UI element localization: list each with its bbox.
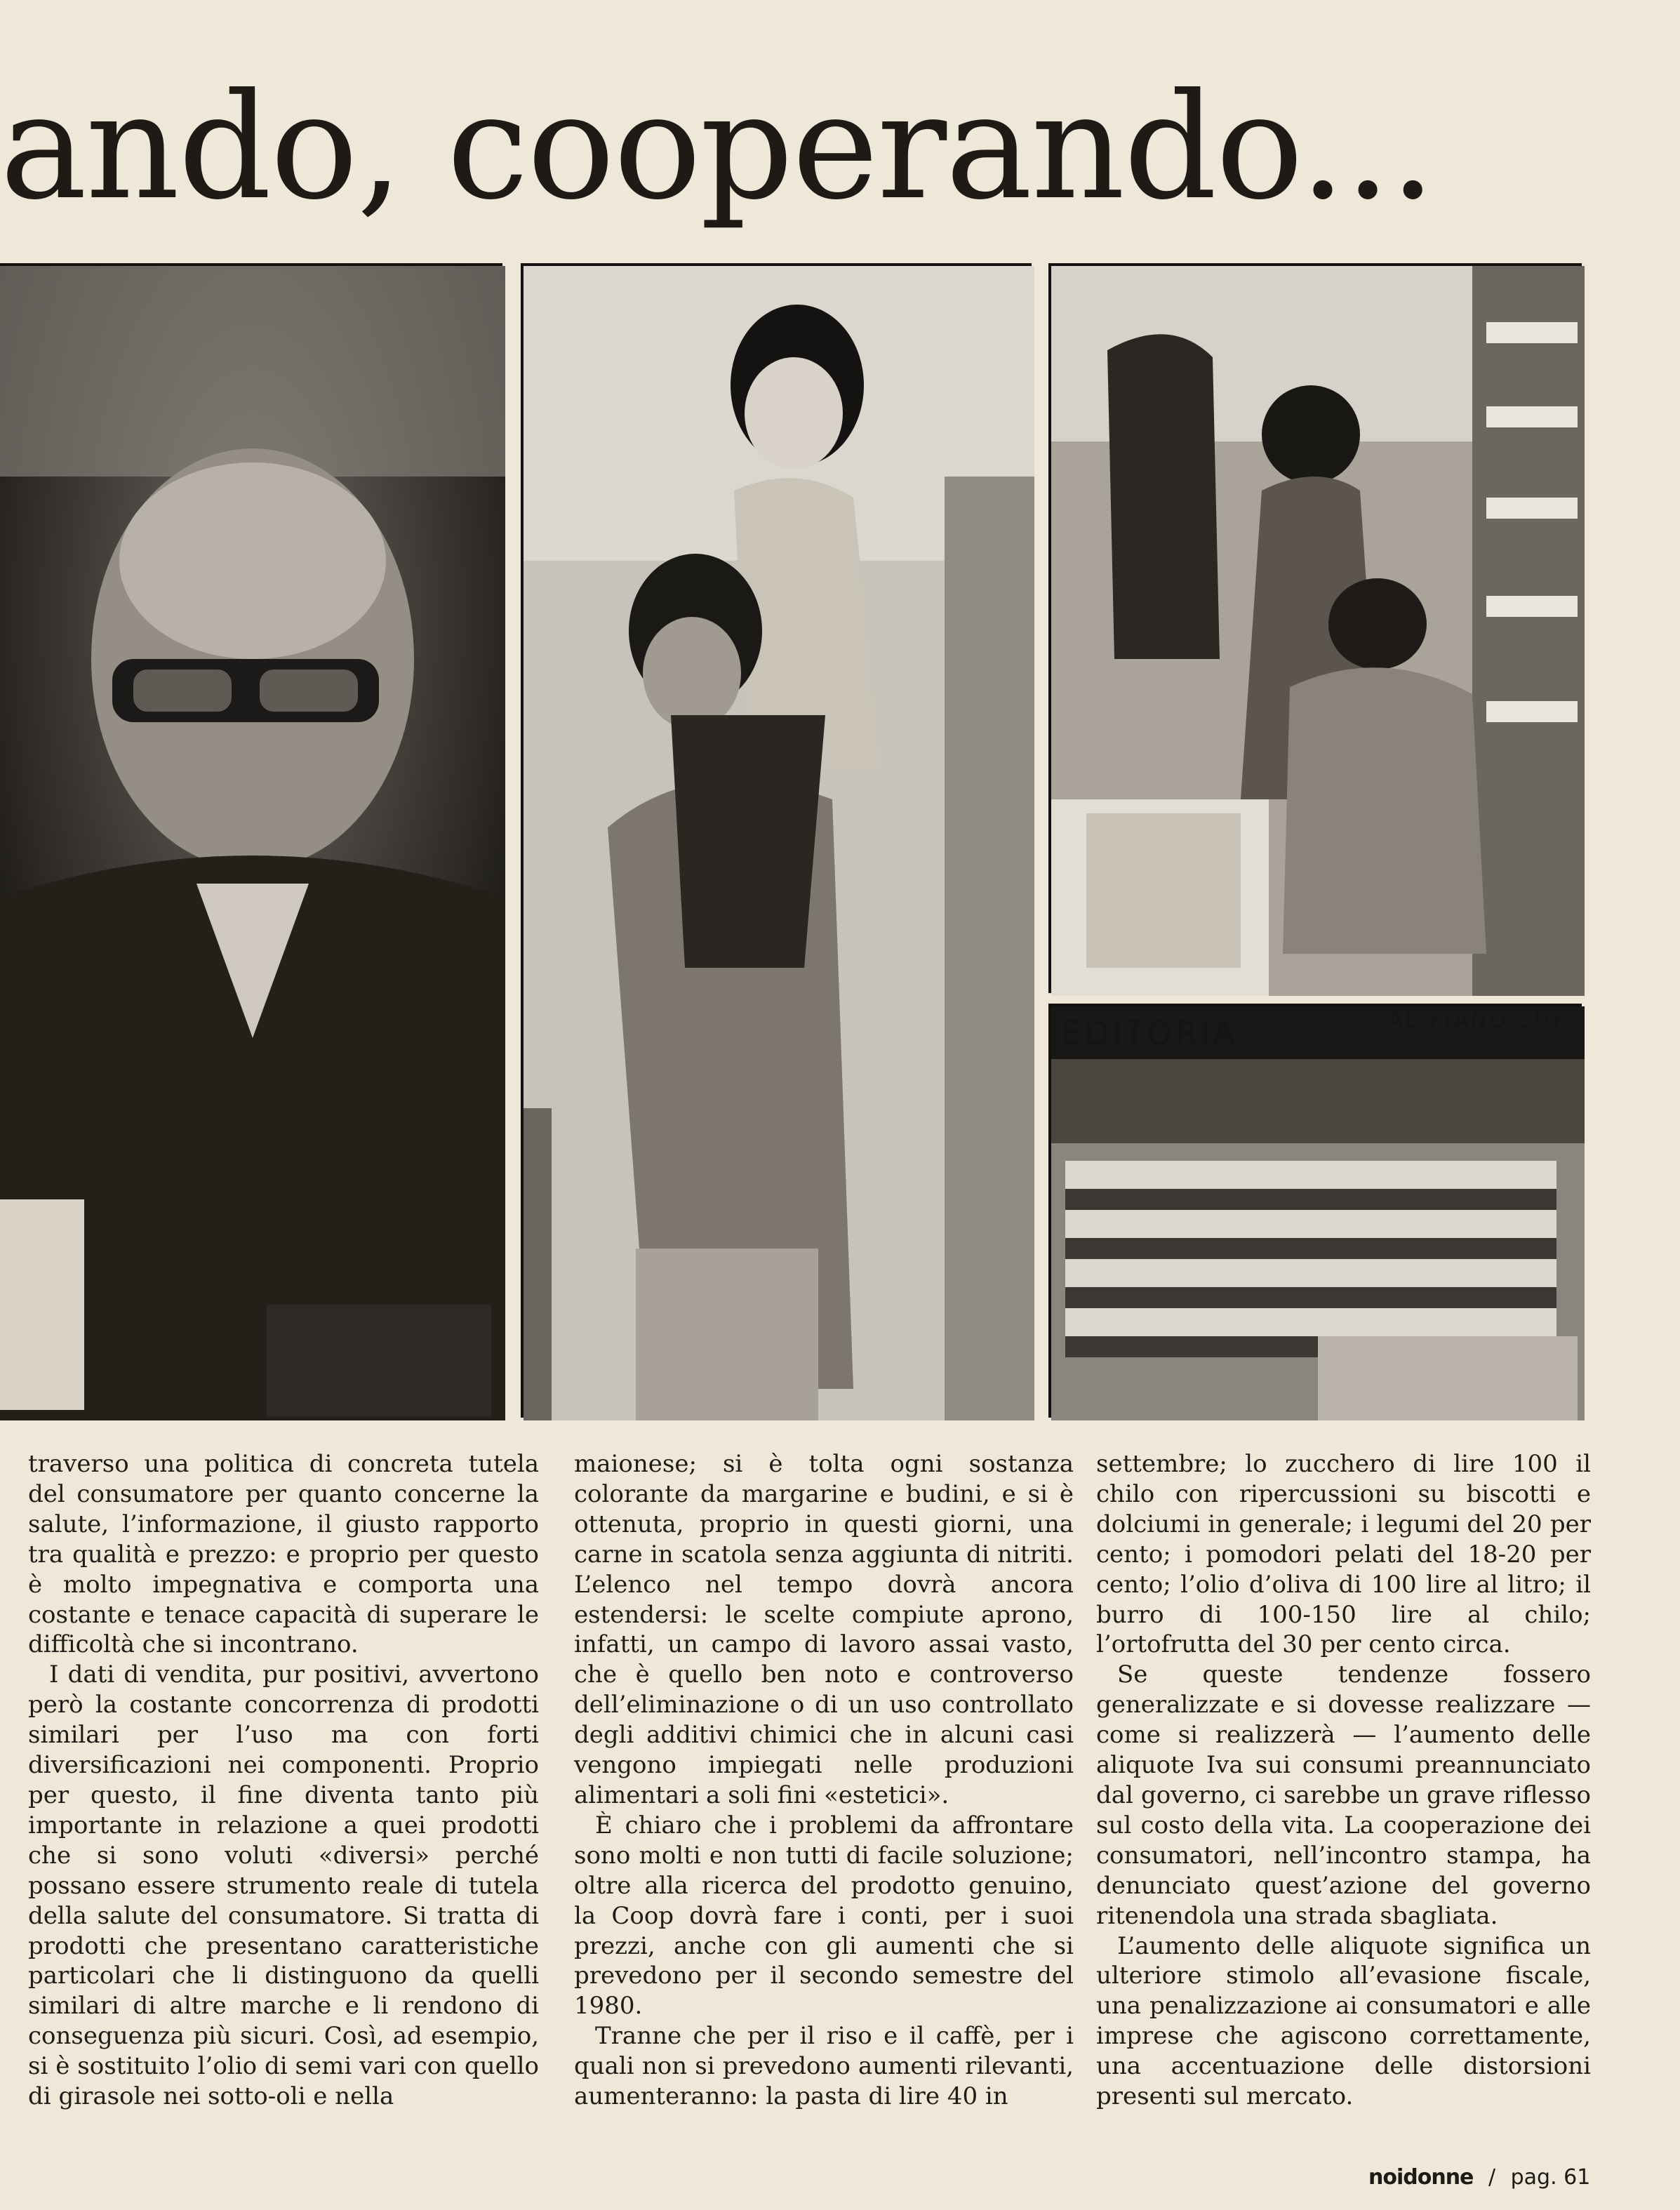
footer-separator: /: [1488, 2165, 1496, 2190]
paragraph: traverso una politica di concreta tutela del consumatore per quanto concerne la salute, l’informazione, il giusto rapporto tra qualità e prezzo: e proprio per questo è molto impegnativa e comporta una costante e tenace capacità di superare le difficoltà che si incontrano.: [28, 1450, 539, 1659]
paragraph: settembre; lo zucchero di lire 100 il chilo con ripercussioni su biscotti e dolciumi in generale; i legumi del 20 per cento; i pomodori pelati del 18-20 per cento; l’olio d’oliva di 100 lire al litro; il burro di 100-150 lire al chilo; l’ortofrutta del 30 per cento circa.: [1096, 1450, 1591, 1659]
magazine-logo: noidonne: [1368, 2165, 1474, 2190]
page-footer: [1368, 2165, 1590, 2190]
paragraph: Tranne che per il riso e il caffè, per i quali non si prevedono aumenti rilevanti, aumenteranno: la pasta di lire 40 in: [574, 2022, 1074, 2111]
text-column-1: [28, 1449, 539, 2111]
photo-man-portrait: [0, 263, 502, 1418]
page-number: pag. 61: [1510, 2165, 1591, 2190]
paragraph: Se queste tendenze fossero generalizzate e si dovesse realizzare — come si realizzerà — l’aumento delle aliquote Iva sui consumi preannunciato dal governo, ci sarebbe un grave riflesso sul costo della vita. La cooperazione dei consumatori, nell’incontro stampa, ha denunciato quest’azione del governo ritenendola una strada sbagliata.: [1096, 1660, 1591, 1930]
text-column-3: [1096, 1449, 1591, 2111]
paragraph: È chiaro che i problemi da affrontare sono molti e non tutti di facile soluzione; oltre alla ricerca del prodotto genuino, la Coop dovrà fare i conti, per i suoi prezzi, anche con gli aumenti che si prevedono per il secondo semestre del 1980.: [574, 1811, 1074, 2021]
paragraph: I dati di vendita, pur positivi, avvertono però la costante concorrenza di prodotti similari per l’uso ma con forti diversificazioni nei componenti. Proprio per questo, il fine diventa tanto più importante in relazione a quei prodotti che si sono voluti «diversi» perché possano essere strumento reale di tutela della salute del consumatore. Si tratta di prodotti che presentano caratteristiche particolari che li distinguono da quelli similari di altre marche e li rendono di conseguenza più sicuri. Così, ad esempio, si è sostituito l’olio di semi vari con quello di girasole nei sotto-oli e nella: [28, 1660, 539, 2111]
store-sign-piano: AL PIANO SUP: [1388, 1009, 1568, 1033]
photo-bookshop-display: [1048, 1004, 1582, 1418]
paragraph: L’aumento delle aliquote significa un ulteriore stimolo all’evasione fiscale, una penalizzazione ai consumatori e alle imprese che agiscono correttamente, una accentuazione delle distorsioni presenti sul mercato.: [1096, 1931, 1591, 2111]
headline: ando, cooperando...: [0, 62, 1435, 232]
paragraph: maionese; si è tolta ogni sostanza colorante da margarine e budini, e si è ottenuta, proprio in questi giorni, una carne in scatola senza aggiunta di nitriti. L’elenco nel tempo dovrà ancora estendersi: le scelte compiute aprono, infatti, un campo di lavoro assai vasto, che è quello ben noto e controverso dell’eliminazione o di un uso controllato degli additivi chimici che in alcuni casi vengono impiegati nelle produzioni alimentari a soli fini «estetici».: [574, 1450, 1074, 1809]
store-sign-editoria: EDITORIA: [1061, 1014, 1238, 1052]
text-column-2: [574, 1449, 1074, 2111]
photo-shoppers-at-shelves: [1048, 263, 1582, 993]
photo-father-with-child: [521, 263, 1032, 1418]
